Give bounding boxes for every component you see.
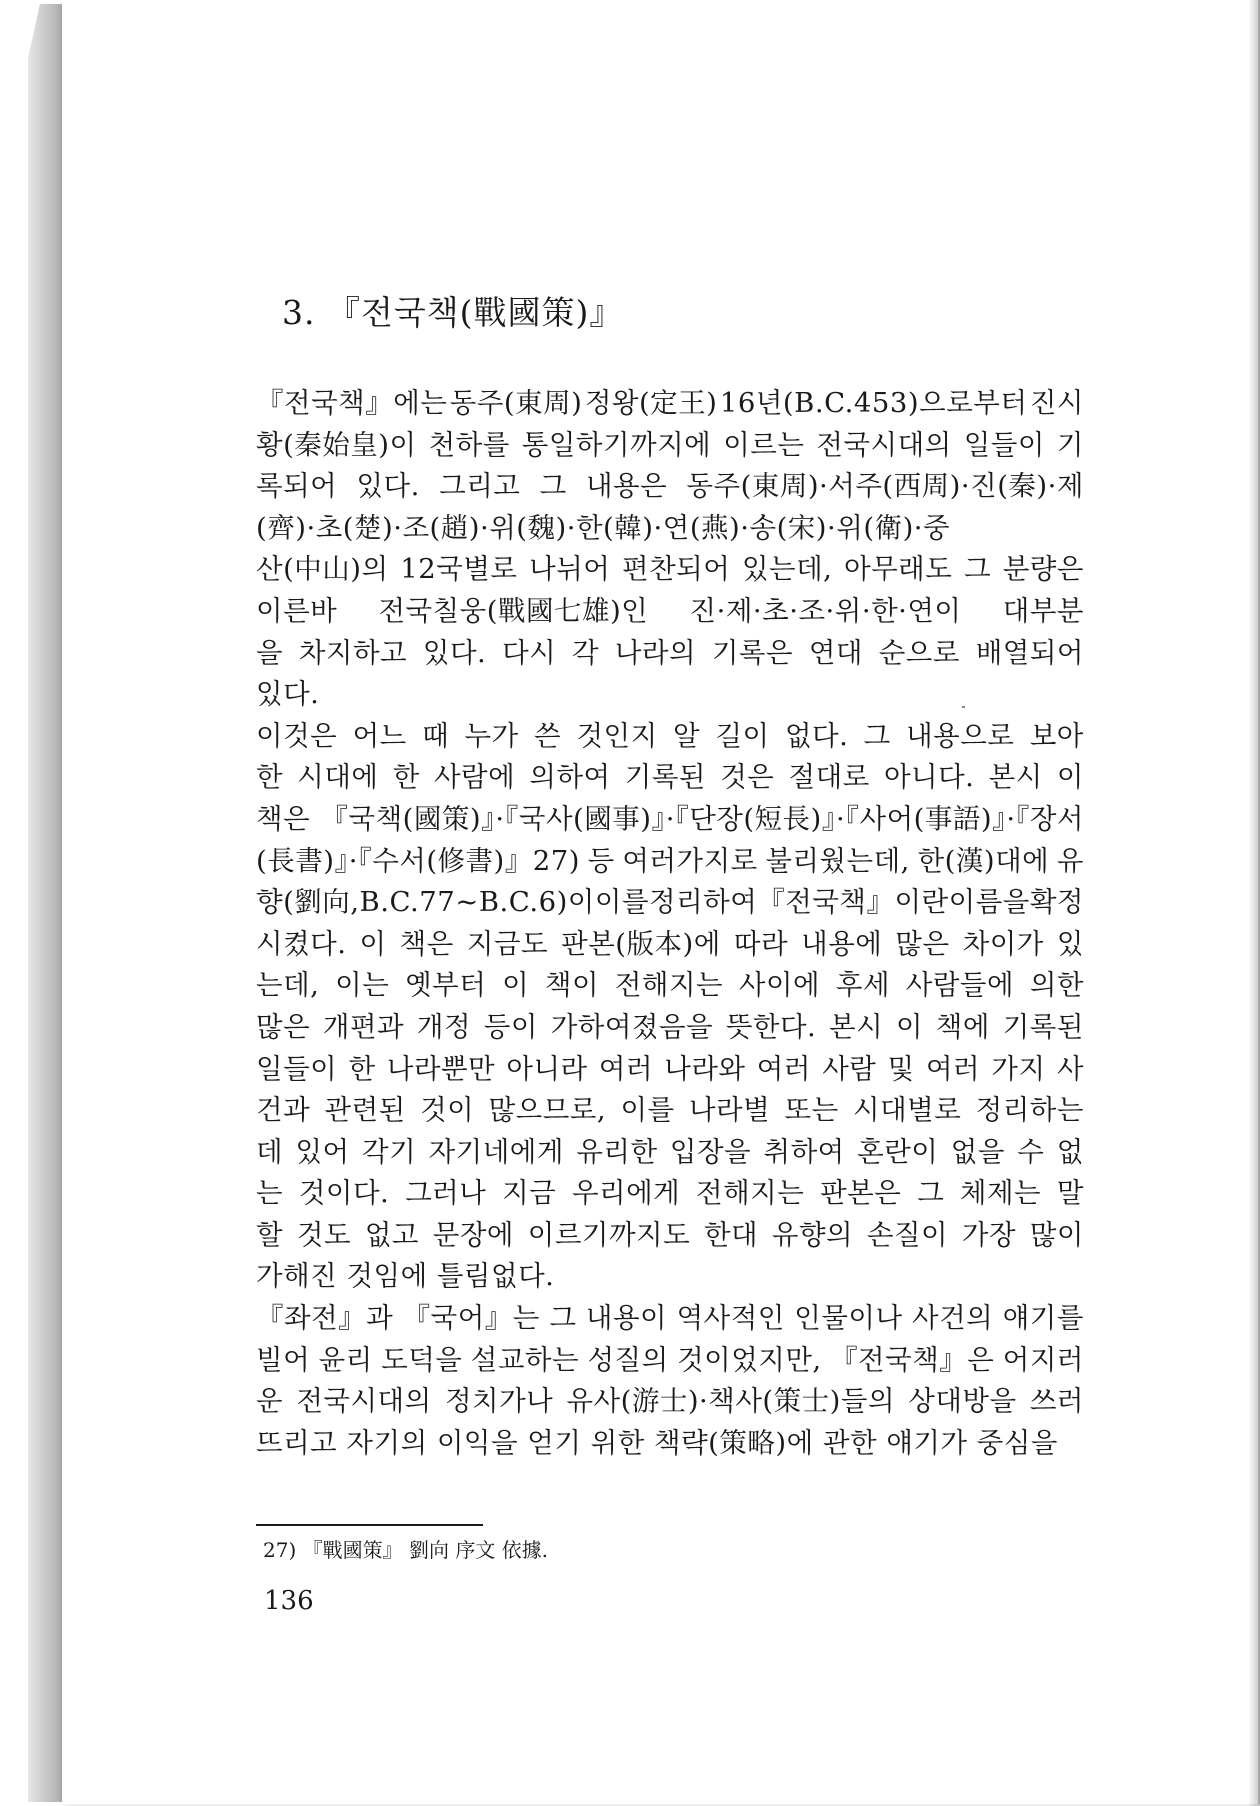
text-line: 빌어 윤리 도덕을 설교하는 성질의 것이었지만, 『전국책』은 어지러 bbox=[256, 1343, 1084, 1376]
text-line: 황(秦始皇)이 천하를 통일하기까지에 이르는 전국시대의 일들이 기 bbox=[256, 428, 1084, 461]
text-line: 건과 관련된 것이 많으므로, 이를 나라별 또는 시대별로 정리하는 bbox=[256, 1094, 1084, 1127]
text-line: 는 것이다. 그러나 지금 우리에게 전해지는 판본은 그 체제는 말 bbox=[256, 1177, 1084, 1210]
text-line: 향(劉向, B.C.77~B.C.6)이 이를 정리하여 『전국책』이란 이름을 확정 bbox=[256, 886, 1084, 919]
text-line: 뜨리고 자기의 이익을 얻기 위한 책략(策略)에 관한 얘기가 중심을 bbox=[256, 1426, 1058, 1459]
text-line: 시켰다. 이 책은 지금도 판본(版本)에 따라 내용에 많은 차이가 있 bbox=[256, 927, 1084, 960]
text-line: 가해진 것임에 틀림없다. bbox=[256, 1260, 555, 1293]
text-line: 이것은 어느 때 누가 쓴 것인지 알 길이 없다. 그 내용으로 보아 bbox=[256, 719, 1084, 752]
text-line: 을 차지하고 있다. 다시 각 나라의 기록은 연대 순으로 배열되어 bbox=[256, 636, 1084, 669]
text-line: 한 시대에 한 사람에 의하여 기록된 것은 절대로 아니다. 본시 이 bbox=[256, 761, 1084, 794]
text-line: 산(中山)의 12국별로 나뉘어 편찬되어 있는데, 아무래도 그 분량은 bbox=[256, 553, 1084, 586]
page-number: 136 bbox=[264, 1586, 314, 1616]
text-line: 는데, 이는 옛부터 이 책이 전해지는 사이에 후세 사람들에 의한 bbox=[256, 969, 1084, 1002]
body-text bbox=[256, 383, 1084, 1464]
text-line: 데 있어 각기 자기네에게 유리한 입장을 취하여 혼란이 없을 수 없 bbox=[256, 1135, 1084, 1168]
text-line: 많은 개편과 개정 등이 가하여졌음을 뜻한다. 본시 이 책에 기록된 bbox=[256, 1010, 1084, 1043]
section-title: 3. 『전국책(戰國策)』 bbox=[282, 293, 624, 332]
print-speck bbox=[962, 706, 965, 708]
text-line: 있다. bbox=[256, 678, 320, 711]
text-line: 운 전국시대의 정치가나 유사(游士)·책사(策士)들의 상대방을 쓰러 bbox=[256, 1385, 1084, 1418]
text-line: 록되어 있다. 그리고 그 내용은 동주(東周)·서주(西周)·진(秦)·제 bbox=[256, 470, 1084, 503]
text-line: (長書)』·『수서(修書)』27) 등 여러가지로 불리웠는데, 한(漢)대에 유 bbox=[256, 844, 1084, 877]
text-line: 『좌전』과 『국어』는 그 내용이 역사적인 인물이나 사건의 얘기를 bbox=[256, 1302, 1084, 1335]
text-line: 책은 『국책(國策)』·『국사(國事)』·『단장(短長)』·『사어(事語)』·『장서 bbox=[256, 802, 1084, 835]
text-line: (齊)·초(楚)·조(趙)·위(魏)·한(韓)·연(燕)·송(宋)·위(衛)·중 bbox=[256, 511, 951, 544]
text-line: 이른바 전국칠웅(戰國七雄)인 진·제·초·조·위·한·연이 대부분 bbox=[256, 594, 1084, 627]
page-edge-shadow bbox=[1248, 0, 1260, 1806]
text-line: 할 것도 없고 문장에 이르기까지도 한대 유향의 손질이 가장 많이 bbox=[256, 1218, 1084, 1251]
book-spine-shadow bbox=[28, 4, 62, 1802]
text-line: 일들이 한 나라뿐만 아니라 여러 나라와 여러 사람 및 여러 가지 사 bbox=[256, 1052, 1084, 1085]
footnote-divider bbox=[256, 1524, 483, 1526]
book-edge bbox=[0, 0, 62, 1806]
footnote: 27) 『戰國策』 劉向 序文 依據. bbox=[263, 1538, 549, 1562]
text-line: 『전국책』에는 동주(東周) 정왕(定王) 16년(B.C.453)으로부터 진시 bbox=[256, 387, 1084, 419]
